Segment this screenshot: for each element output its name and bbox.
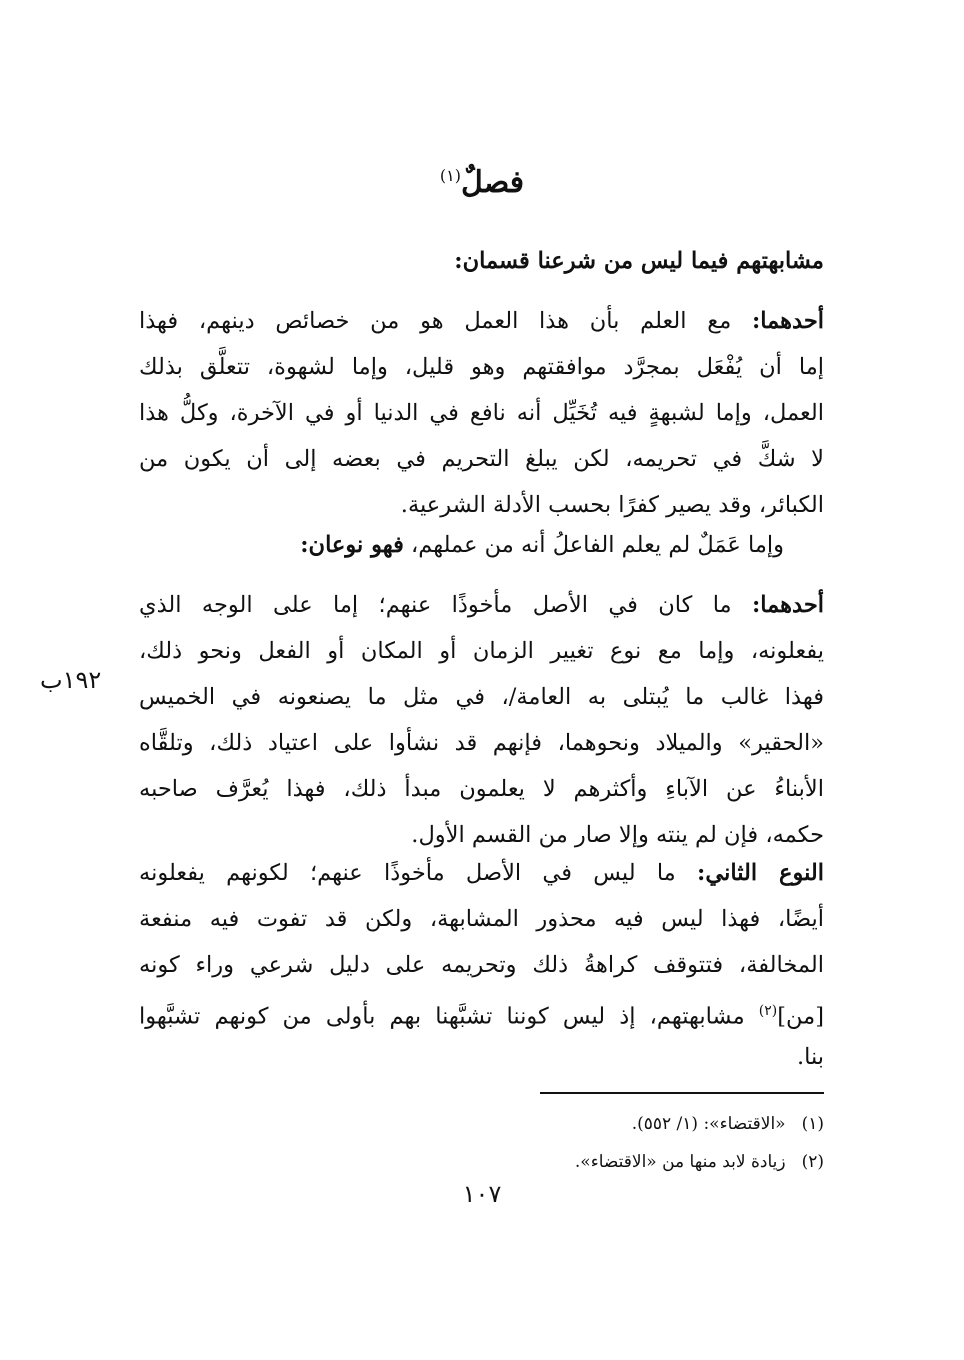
footnote-2-text: زيادة لابد منها من «الاقتضاء». [574, 1152, 786, 1172]
p2-bold-tail: فهو نوعان: [300, 532, 404, 558]
p4-lead: النوع الثاني: [697, 860, 824, 886]
p1-line-2: العمل، وإما لشبهةٍ فيه تُخَيِّل أنه نافع في الدنيا أو في الآخرة، وكلُّ هذا [139, 400, 824, 426]
p3-line-1: يفعلونه، وإما مع نوع تغيير الزمان أو المكان أو الفعل ونحو ذلك، [139, 638, 824, 664]
p1-line-3: لا شكَّ في تحريمه، لكن يبلغ التحريم في بعضه إلى أن يكون من [139, 446, 824, 472]
footnote-1 [632, 1112, 824, 1136]
p3-line-3: «الحقير» والميلاد ونحوهما، فإنهم قد نشأوا على اعتياد ذلك، وتلقَّاه [139, 730, 824, 756]
section-title-text: فصلٌ [461, 165, 525, 200]
p4-line-4: بنا. [796, 1044, 824, 1070]
p1-lead: أحدهما: [752, 308, 824, 334]
p3-line-2: فهذا غالب ما يُبتلى به العامة/، في مثل ما يصنعونه في الخميس [139, 684, 824, 710]
footnote-2-number: (٢) [801, 1152, 824, 1172]
footnote-1-number: (١) [801, 1114, 824, 1134]
manuscript-folio-note: ١٩٢ب [40, 666, 102, 694]
section-title [0, 165, 964, 200]
p2-text: وإما عَمَلٌ لم يعلم الفاعلُ أنه من عملهم، [411, 532, 784, 558]
p3-line-4: الأبناءُ عن الآباءِ وأكثرهم لا يعلمون مبدأ ذلك، فهذا يُعرَّف صاحبه [139, 776, 824, 802]
p1-line-1: إما أن يُفْعَل بمجرَّد موافقتهم وهو قليل، وإما لشهوة، تتعلَّق بذلك [139, 354, 824, 380]
paragraph-3 [139, 582, 824, 858]
footnote-ref-1: (١) [439, 166, 461, 185]
p4-line-2: المخالفة، فتتوقف كراهةُ ذلك وتحريمه على دليل شرعي وراء كونه [139, 952, 824, 978]
p4-line-0: ما ليس في الأصل مأخوذًا عنهم؛ لكونهم يفعلونه [139, 860, 676, 886]
p4-bracket: [من] [777, 1003, 824, 1030]
footnote-ref-2: (٢) [758, 1003, 778, 1019]
paragraph-4 [139, 850, 824, 1080]
footnote-1-text: «الاقتضاء»: (١/ ٥٥٢). [631, 1114, 786, 1134]
paragraph-1 [139, 298, 824, 528]
p4-line-3: مشابهتهم، إذ ليس كوننا تشبَّهنا بهم بأولى من كونهم تشبَّهوا [139, 1003, 745, 1030]
heading [139, 238, 824, 284]
p1-line-0: مع العلم بأن هذا العمل هو من خصائص دينهم، فهذا [139, 308, 732, 334]
p3-lead: أحدهما: [752, 592, 824, 618]
footnote-divider [540, 1092, 824, 1094]
p1-line-4: الكبائر، وقد يصير كفرًا بحسب الأدلة الشرعية. [400, 492, 824, 518]
footnote-2 [575, 1150, 824, 1174]
page-number: ١٠٧ [462, 1180, 502, 1208]
p4-line-1: أيضًا، فهذا ليس فيه محذور المشابهة، ولكن قد تفوت فيه منفعة [139, 906, 824, 932]
p3-line-0: ما كان في الأصل مأخوذًا عنهم؛ إما على الوجه الذي [139, 592, 732, 618]
p3-line-5: حكمه، فإن لم ينته وإلا صار من القسم الأول. [411, 822, 824, 848]
heading-text: مشابهتهم فيما ليس من شرعنا قسمان: [454, 248, 824, 274]
paragraph-2 [139, 522, 824, 568]
